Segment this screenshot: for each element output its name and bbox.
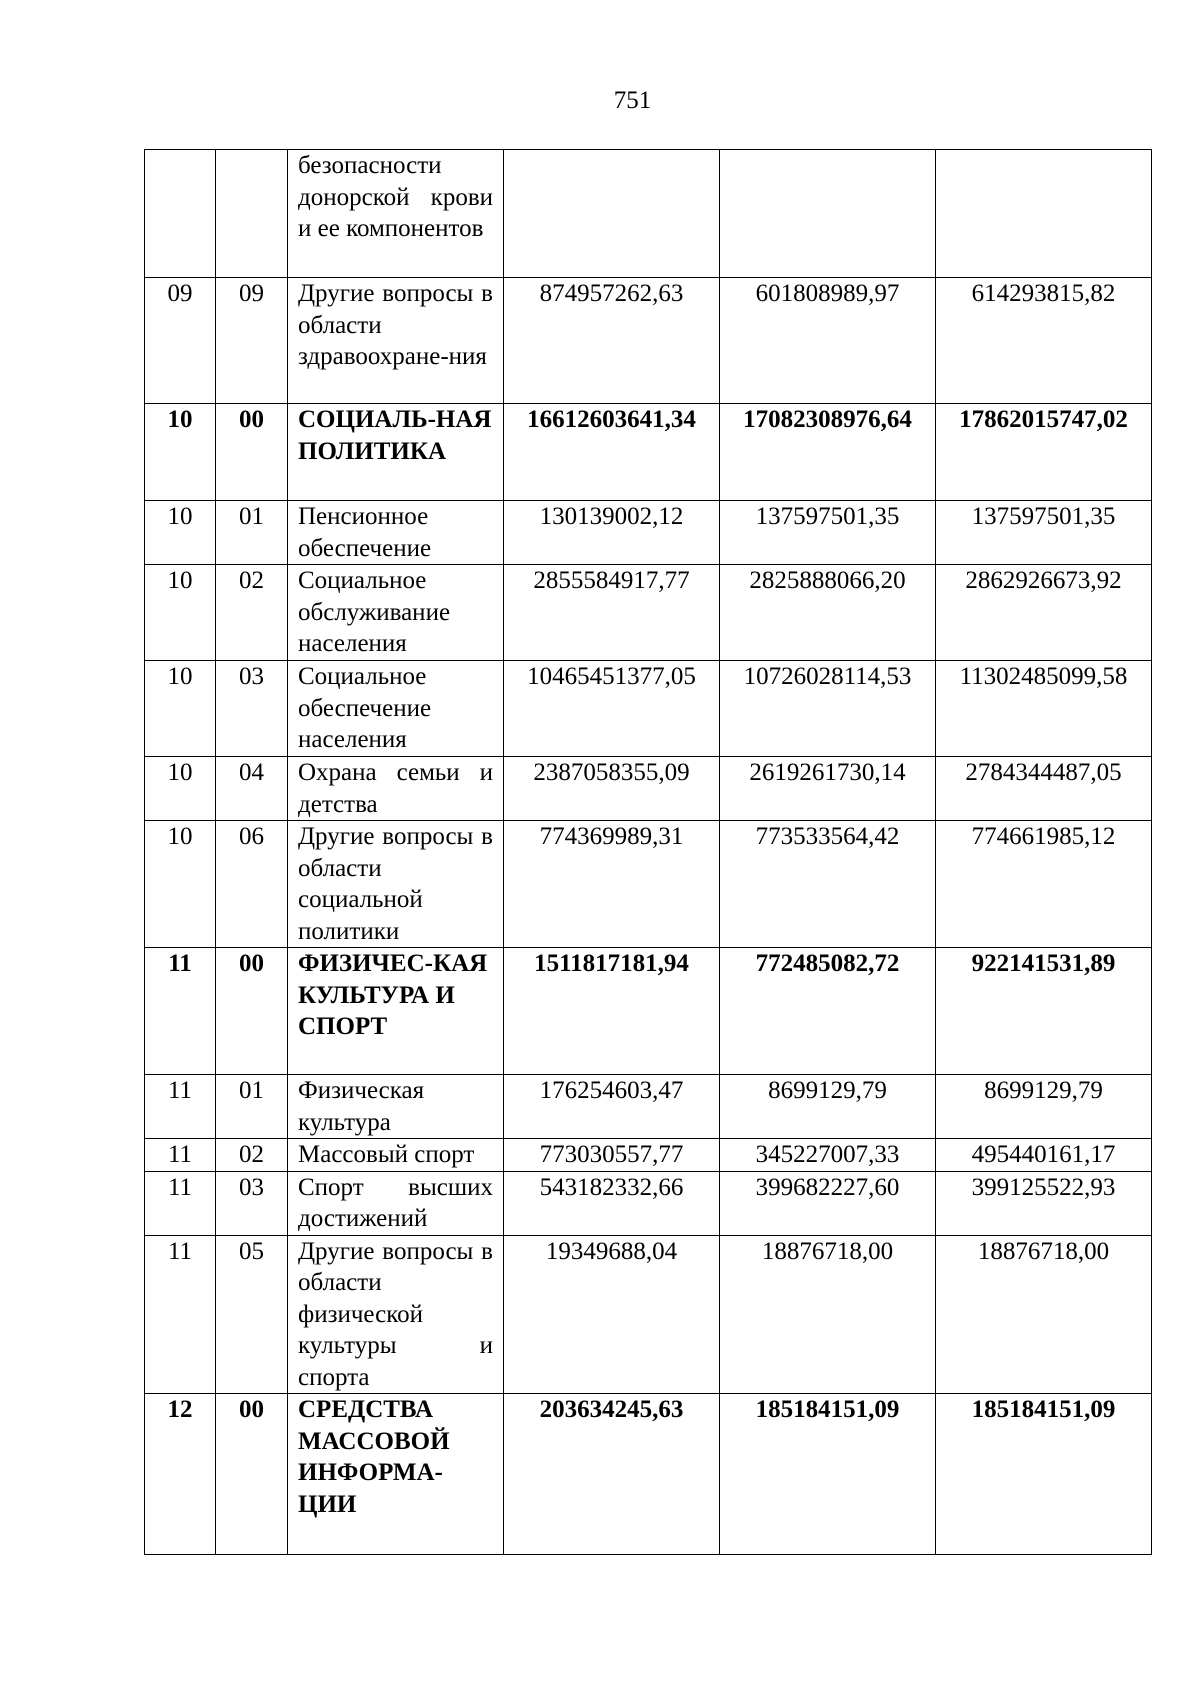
amount-year-3-cell [936,150,1152,278]
section-code-cell: 10 [145,501,216,565]
subsection-code-cell: 02 [216,1139,288,1172]
section-code-cell: 10 [145,757,216,821]
section-code-cell: 10 [145,661,216,757]
subsection-code-cell [216,150,288,278]
subsection-code-cell: 00 [216,948,288,1075]
item-name-cell: ФИЗИЧЕС-КАЯ КУЛЬТУРА И СПОРТ [288,948,504,1075]
table-row [145,150,1152,278]
amount-year-1-cell: 10465451377,05 [504,661,720,757]
amount-year-3-cell: 614293815,82 [936,278,1152,404]
amount-year-2-cell: 772485082,72 [720,948,936,1075]
subsection-code-cell: 04 [216,757,288,821]
amount-year-1-cell [504,150,720,278]
item-name-cell: Социальное обеспечение населения [288,661,504,757]
item-name-cell: безопасности донорской крови и ее компонентов [288,150,504,278]
amount-year-2-cell: 773533564,42 [720,821,936,948]
subsection-code-cell: 00 [216,404,288,501]
amount-year-3-cell: 17862015747,02 [936,404,1152,501]
amount-year-3-cell: 18876718,00 [936,1235,1152,1394]
table-row [145,404,1152,501]
table-row [145,278,1152,404]
section-code-cell: 11 [145,1235,216,1394]
section-code-cell [145,150,216,278]
subsection-code-cell: 03 [216,1171,288,1235]
amount-year-2-cell: 601808989,97 [720,278,936,404]
amount-year-2-cell: 185184151,09 [720,1394,936,1555]
item-name-cell: Пенсионное обеспечение [288,501,504,565]
table-row [145,1139,1152,1172]
amount-year-2-cell: 8699129,79 [720,1075,936,1139]
item-name-cell: Другие вопросы в области здравоохране-ния [288,278,504,404]
section-code-cell: 12 [145,1394,216,1555]
subsection-code-cell: 01 [216,501,288,565]
item-name-cell: Охрана семьи и детства [288,757,504,821]
item-name-cell: Спорт высших достижений [288,1171,504,1235]
subsection-code-cell: 02 [216,565,288,661]
amount-year-3-cell: 774661985,12 [936,821,1152,948]
table-row [145,1235,1152,1394]
amount-year-1-cell: 773030557,77 [504,1139,720,1172]
section-code-cell: 11 [145,1139,216,1172]
item-name-cell: Массовый спорт [288,1139,504,1172]
section-code-cell: 09 [145,278,216,404]
section-code-cell: 11 [145,948,216,1075]
item-name-cell: Другие вопросы в области физической культуры и спорта [288,1235,504,1394]
item-name-cell: Другие вопросы в области социальной политики [288,821,504,948]
amount-year-2-cell: 2825888066,20 [720,565,936,661]
table-row [145,661,1152,757]
amount-year-3-cell: 8699129,79 [936,1075,1152,1139]
table-row [145,1394,1152,1555]
amount-year-3-cell: 185184151,09 [936,1394,1152,1555]
amount-year-1-cell: 16612603641,34 [504,404,720,501]
amount-year-1-cell: 130139002,12 [504,501,720,565]
section-code-cell: 10 [145,565,216,661]
page-number: 751 [613,87,652,114]
amount-year-2-cell: 2619261730,14 [720,757,936,821]
amount-year-1-cell: 19349688,04 [504,1235,720,1394]
amount-year-3-cell: 922141531,89 [936,948,1152,1075]
amount-year-1-cell: 2855584917,77 [504,565,720,661]
amount-year-2-cell: 18876718,00 [720,1235,936,1394]
subsection-code-cell: 00 [216,1394,288,1555]
section-code-cell: 10 [145,821,216,948]
amount-year-3-cell: 2784344487,05 [936,757,1152,821]
amount-year-2-cell [720,150,936,278]
subsection-code-cell: 09 [216,278,288,404]
amount-year-1-cell: 2387058355,09 [504,757,720,821]
amount-year-2-cell: 399682227,60 [720,1171,936,1235]
subsection-code-cell: 05 [216,1235,288,1394]
budget-table [144,149,1152,1555]
amount-year-1-cell: 1511817181,94 [504,948,720,1075]
item-name-cell: СРЕДСТВА МАССОВОЙ ИНФОРМА-ЦИИ [288,1394,504,1555]
table-row [145,948,1152,1075]
table-row [145,1171,1152,1235]
table-row [145,757,1152,821]
subsection-code-cell: 06 [216,821,288,948]
amount-year-3-cell: 495440161,17 [936,1139,1152,1172]
amount-year-2-cell: 10726028114,53 [720,661,936,757]
amount-year-1-cell: 203634245,63 [504,1394,720,1555]
amount-year-1-cell: 543182332,66 [504,1171,720,1235]
amount-year-3-cell: 2862926673,92 [936,565,1152,661]
section-code-cell: 11 [145,1075,216,1139]
table-row [145,1075,1152,1139]
amount-year-1-cell: 774369989,31 [504,821,720,948]
amount-year-2-cell: 345227007,33 [720,1139,936,1172]
section-code-cell: 11 [145,1171,216,1235]
item-name-cell: СОЦИАЛЬ-НАЯ ПОЛИТИКА [288,404,504,501]
table-row [145,821,1152,948]
table-row [145,565,1152,661]
amount-year-1-cell: 176254603,47 [504,1075,720,1139]
amount-year-2-cell: 137597501,35 [720,501,936,565]
item-name-cell: Физическая культура [288,1075,504,1139]
amount-year-2-cell: 17082308976,64 [720,404,936,501]
budget-table-body [145,150,1152,1555]
amount-year-1-cell: 874957262,63 [504,278,720,404]
section-code-cell: 10 [145,404,216,501]
amount-year-3-cell: 11302485099,58 [936,661,1152,757]
subsection-code-cell: 03 [216,661,288,757]
subsection-code-cell: 01 [216,1075,288,1139]
table-row [145,501,1152,565]
amount-year-3-cell: 137597501,35 [936,501,1152,565]
amount-year-3-cell: 399125522,93 [936,1171,1152,1235]
item-name-cell: Социальное обслуживание населения [288,565,504,661]
